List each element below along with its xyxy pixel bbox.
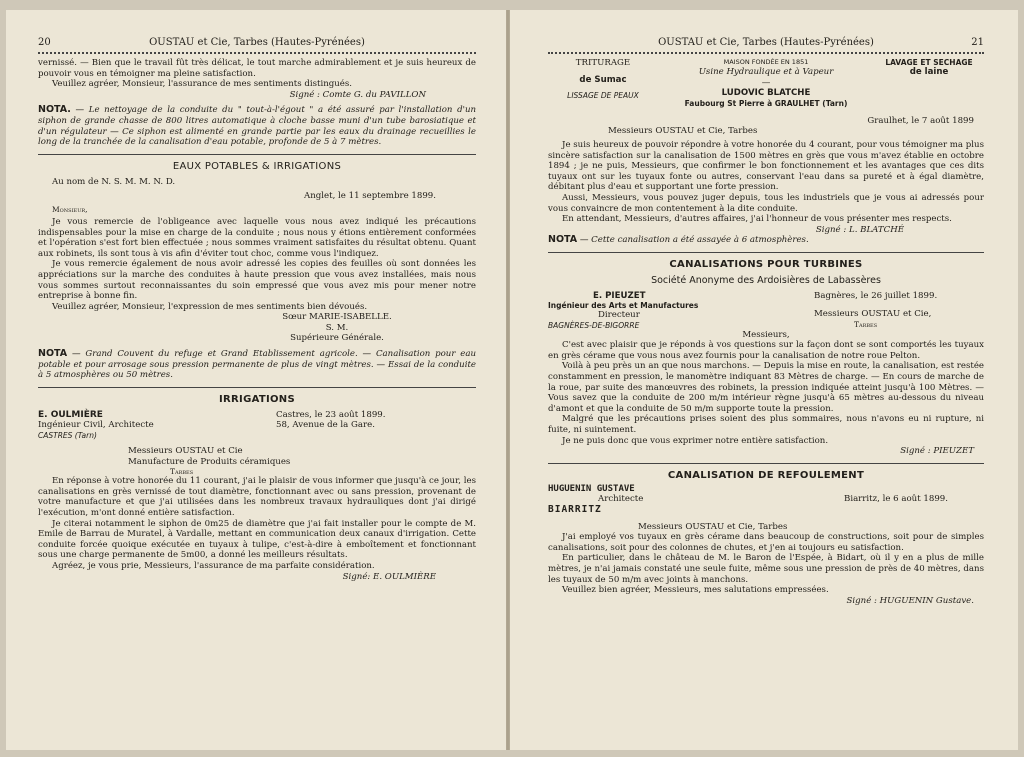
- header-rule: [548, 52, 984, 54]
- anglet-salutation: Monsieur,: [52, 204, 88, 214]
- societe-name: Société Anonyme des Ardoisières de Labassères: [651, 274, 881, 286]
- oulmiere-date: Castres, le 23 août 1899.: [276, 409, 386, 420]
- separator: [548, 252, 984, 253]
- anglet-date: Anglet, le 11 septembre 1899.: [304, 191, 436, 202]
- pavillon-para-1: vernissé. — Bien que le travail fût très délicat, le tout marche admirablement et je suis heureux de pouvoir vous en témoigner ma pleine satisfaction.: [38, 58, 476, 79]
- nota-text: — Grand Couvent du refuge et Grand Etablissement agricole. — Canalisation pour eau potable et pour arrosage sous pression permanente de plus de vingt mètres. — Essai de la conduite à 5 atmosphères ou 50 mètres.: [38, 349, 476, 381]
- pieuzet-salutation: Messieurs,: [742, 329, 790, 340]
- blatche-name: LUDOVIC BLATCHE: [721, 88, 811, 99]
- left-page-header: [38, 36, 476, 50]
- oulmiere-para-1: En réponse à votre honorée du 11 courant, j'ai le plaisir de vous informer que jusqu'à ce jour, les canalisations en grès vernissé de tout diamètre, fonctionnant avec ou sans pression, provenant de votre manufacture et que j'ai utilisées dans les nombreux travaux hydrauliques dont j'ai dirigé l'exécution, m'ont donné entière satisfaction.: [38, 476, 476, 518]
- separator: [38, 154, 476, 155]
- nota-label: NOTA: [548, 234, 578, 246]
- nota-text: — Le nettoyage de la conduite du " tout-à-l'égout " a été assuré par l'installation d'un siphon de grande chasse de 800 litres automatique à cloche basse muni d'un tube barosiatique et d'un régulateur — Ce siphon est alimenté en grande partie par les eaux du drainage recueillies le long de la tranchée de la canalisation d'eau potable, profonde de 5 à 7 mètres.: [38, 105, 477, 148]
- pavillon-para-2: Veuillez agréer, Monsieur, l'assurance de mes sentiments distingués.: [52, 79, 353, 90]
- separator: [548, 463, 984, 464]
- separator: [38, 387, 476, 388]
- anglet-signature-2: S. M.: [325, 322, 349, 333]
- oulmiere-signature: Signé: E. OULMIÈRE: [342, 571, 436, 582]
- huguenin-date: Biarritz, le 6 août 1899.: [844, 493, 948, 504]
- blatche-para-2: Aussi, Messieurs, vous pouvez juger depuis, tous les industriels que je vous ai adressés pour vous convaincre de mon contentement à la dite conduite.: [548, 192, 984, 214]
- nota-3: [548, 235, 984, 246]
- huguenin-recipient: Messieurs OUSTAU et Cie, Tarbes: [638, 521, 788, 532]
- pieuzet-para-3: Malgré que les précautions prises soient des plus sommaires, nous n'avons eu ni rupture, ni fuite, ni suintement.: [548, 414, 984, 436]
- section-title-eaux-potables: EAUX POTABLES & IRRIGATIONS: [172, 160, 342, 172]
- nota-1: [38, 105, 476, 147]
- anglet-para-1: Je vous remercie de l'obligeance avec laquelle vous nous avez indiqué les précautions indispensables pour la mise en charge de la conduite ; nous nous y étions entièrement conformées et l'opération s'est fort bien effectuée ; nous sommes vraiment satisfaites du résultat obtenu. Quant aux robinets, ils sont tous à vis afin d'éviter tout choc, comme vous l'indiquez.: [38, 216, 476, 259]
- blatche-recipient: Messieurs OUSTAU et Cie, Tarbes: [608, 126, 758, 137]
- nsmmnd-line: Au nom de N. S. M. M. N. D.: [52, 176, 176, 187]
- recipient-line: Manufacture de Produits céramiques: [128, 456, 291, 467]
- huguenin-name: HUGUENIN GUSTAVE: [548, 483, 635, 494]
- pieuzet-signature: Signé : PIEUZET: [900, 446, 974, 457]
- pieuzet-name: E. PIEUZET: [593, 290, 646, 301]
- oulmiere-para-3: Agréez, je vous prie, Messieurs, l'assurance de ma parfaite considération.: [52, 560, 375, 571]
- blatche-sumac: de Sumac: [579, 74, 627, 85]
- left-running-title: OUSTAU et Cie, Tarbes (Hautes-Pyrénées): [149, 37, 365, 48]
- section-title-turbines: CANALISATIONS POUR TURBINES: [669, 258, 863, 270]
- pieuzet-recipient: Messieurs OUSTAU et Cie,: [814, 309, 932, 320]
- nota-label: NOTA: [38, 348, 68, 360]
- right-running-title: OUSTAU et Cie, Tarbes (Hautes-Pyrénées): [658, 37, 874, 48]
- blatche-trituration: TRITURAGE: [575, 58, 631, 68]
- blatche-maison: MAISON FONDÉE EN 1851: [723, 58, 809, 66]
- recipient-line: Tarbes: [170, 467, 194, 477]
- nota-2: [38, 349, 476, 381]
- oulmiere-recipient: [38, 446, 476, 476]
- blatche-para-1: Je suis heureux de pouvoir répondre à votre honorée du 4 courant, pour vous témoigner ma plus sincère satisfaction sur la canalisation de 1500 mètres en grès que vous m'avez établie en octobre 1894 ; je ne puis, Messieurs, que confirmer le bon fonctionnement et les avantages que ces dits tuyaux ont sur les tuyaux fonte ou autres, conservant l'eau dans sa pureté et à égal diamètre, débitant plus d'eau et supportant une forte pression.: [548, 139, 984, 193]
- oulmiere-city: CASTRES (Tarn): [38, 431, 97, 441]
- huguenin-para-2: En particulier, dans le château de M. le Baron de l'Espée, à Bidart, où il y en a plus de mille mètres, je n'ai jamais constaté une seule fuite, même sous une pression de près de 40 mètres, dans les tuyaux de 50 m/m avec joints à manchons.: [548, 553, 984, 585]
- left-page-number: 20: [38, 37, 51, 48]
- huguenin-title: Architecte: [598, 494, 644, 505]
- blatche-usine: Usine Hydraulique et à Vapeur: [698, 67, 834, 77]
- huguenin-letterhead: [548, 484, 984, 516]
- section-title-irrigations: IRRIGATIONS: [219, 393, 295, 405]
- huguenin-city: BIARRITZ: [548, 504, 602, 515]
- huguenin-para-3: Veuillez bien agréer, Messieurs, mes salutations empressées.: [562, 585, 829, 596]
- huguenin-para-1: J'ai employé vos tuyaux en grès cérame dans beaucoup de constructions, soit pour de simples canalisations, soit pour des colonnes de chutes, et j'en ai toujours eu satisfaction.: [548, 532, 984, 553]
- huguenin-signature: Signé : HUGUENIN Gustave.: [846, 595, 974, 606]
- nota-text: — Cette canalisation a été assayée à 6 atmosphères.: [579, 235, 809, 246]
- pieuzet-letterhead: [548, 291, 984, 330]
- blatche-para-3: En attendant, Messieurs, d'autres affaires, j'ai l'honneur de vous présenter mes respects.: [562, 214, 952, 225]
- left-page: [6, 10, 506, 750]
- recipient-line: Messieurs OUSTAU et Cie: [128, 446, 243, 457]
- pieuzet-date: Bagnères, le 26 juillet 1899.: [814, 290, 938, 301]
- blatche-date: Graulhet, le 7 août 1899: [867, 115, 974, 126]
- pieuzet-title: Ingénieur des Arts et Manufactures: [548, 301, 699, 311]
- oulmiere-letterhead: [38, 410, 476, 440]
- anglet-signature-1: Sœur MARIE-ISABELLE.: [282, 312, 392, 323]
- pieuzet-recipient-city: Tarbes: [854, 319, 878, 329]
- anglet-signature-3: Supérieure Générale.: [290, 333, 384, 344]
- pieuzet-role: Directeur: [598, 310, 640, 321]
- section-title-refoulement: CANALISATION DE REFOULEMENT: [667, 469, 865, 481]
- blatche-laine: de laine: [909, 67, 949, 77]
- pieuzet-para-4: Je ne puis donc que vous exprimer notre entière satisfaction.: [562, 435, 829, 446]
- pieuzet-city: BAGNÈRES-DE-BIGORRE: [548, 320, 640, 330]
- blatche-lavage: LAVAGE ET SECHAGE: [885, 58, 973, 67]
- blatche-lissage: LISSAGE DE PEAUX: [567, 91, 639, 101]
- oulmiere-address: 58, Avenue de la Gare.: [276, 420, 375, 431]
- blatche-signature: Signé : L. BLATCHÉ: [815, 224, 904, 235]
- right-page: [510, 10, 1018, 750]
- nota-label: NOTA.: [38, 104, 71, 116]
- oulmiere-name: E. OULMIÈRE: [38, 409, 103, 420]
- blatche-letterhead: TRITURAGE de Sumac LISSAGE DE PEAUX MAISON FONDÉE EN 1851 Usine Hydraulique et à Vapeur — LUDOVIC BLATCHE Faubourg St Pierre à GRAULHET (Tarn) LAVAGE ET SECHAGE de laine: [548, 58, 984, 108]
- pavillon-signature: Signé : Comte G. du PAVILLON: [289, 89, 426, 100]
- oulmiere-title: Ingénieur Civil, Architecte: [38, 420, 154, 431]
- anglet-para-3: Veuillez agréer, Monsieur, l'expression de mes sentiments bien dévoués.: [52, 301, 368, 312]
- pieuzet-para-2: Voilà à peu près un an que nous marchons. — Depuis la mise en route, la canalisation, est restée constamment en pression, le manomètre indiquant 83 Mètres de charge. — En cours de marche de la roue, par suite des manœuvres des robinets, la pression indiquée atteint jusqu'à 100 Mètres. — Vous savez que la conduite de 200 m/m intérieur règne jusqu'à 65 mètres au-dessous du niveau d'amont et que la conduite de 50 m/m supporte toute la pression.: [548, 361, 984, 414]
- right-page-header: [548, 36, 984, 50]
- oulmiere-para-2: Je citerai notamment le siphon de 0m25 de diamètre que j'ai fait installer pour le compte de M. Emile de Barrau de Muratel, à Vardalle, mettant en communication deux canaux d'irrigation. Cette conduite forcée quoique exécutée en tuyaux à tulipe, c'est-à-dire à emboîtement et fonctionnant sous une charge permanente de 5m00, a donné les meilleurs résultats.: [38, 518, 476, 561]
- pieuzet-para-1: C'est avec plaisir que je réponds à vos questions sur la façon dont se sont comportés les tuyaux en grès cérame que vous nous avez fournis pour la canalisation de notre roue Pelton.: [548, 340, 984, 361]
- anglet-para-2: Je vous remercie également de nous avoir adressé les copies des feuilles où sont données les appréciations sur la marche des conduites à haute pression que vous avez installées, mais nous vous sommes surtout reconnaissantes du soin empressé que vous avez mis pour mener notre entreprise à bonne fin.: [38, 259, 476, 302]
- blatche-address: Faubourg St Pierre à GRAULHET (Tarn): [684, 98, 848, 108]
- header-rule: [38, 52, 476, 54]
- right-page-number: 21: [971, 37, 984, 48]
